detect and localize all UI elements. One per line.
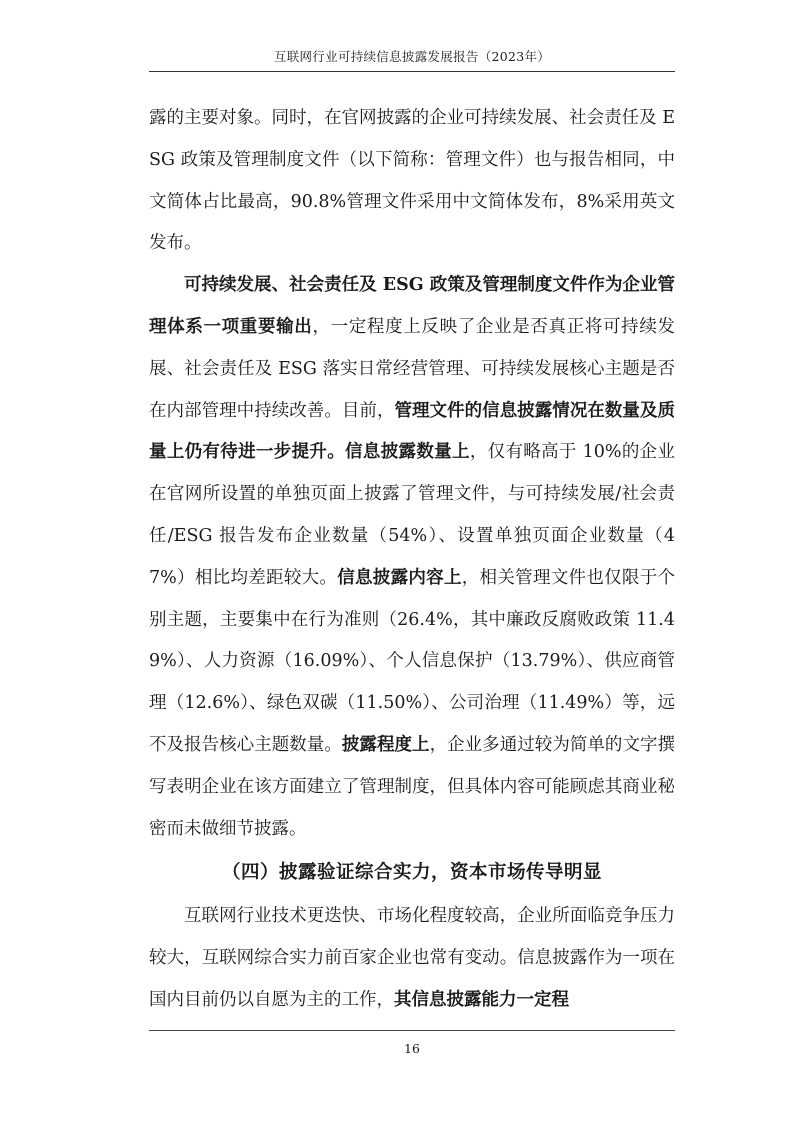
text-run: 露的主要对象。同时，在官网披露的企业可持续发展、社会责任及 ESG 政策及管理制度文件（以下简称：管理文件）也与报告相同，中文简体占比最高，90.8%管理文件采用中文简体发布，8%采用英文发布。 [149,108,675,254]
text-run: ，仅有略高于 10%的企业在官网所设置的单独页面上披露了管理文件，与可持续发展/社会责任/ESG 报告发布企业数量（54%）、设置单独页面企业数量（47%）相比均差距较大。 [149,442,675,588]
body-paragraph-3 [149,896,675,1021]
section-heading: （四）披露验证综合实力，资本市场传导明显 [221,862,602,884]
footer-rule [149,1030,675,1031]
text-run: 互联网行业技术更迭快、市场化程度较高，企业所面临竞争压力较大，互联网综合实力前百家企业也常有变动。信息披露作为一项在国内目前仍以自愿为主的工作， [149,906,675,1010]
bold-text-run: 管理文件的信息披露情况在数量及质量上仍有待进一步提升。信息披露数量上 [149,400,676,463]
body-paragraph-1 [149,98,675,265]
text-run: ，相关管理文件也仅限于个别主题，主要集中在行为准则（26.4%，其中廉政反腐败政策 11.49%）、人力资源（16.09%）、个人信息保护（13.79%）、供应商管理（12.6%）、绿色双碳（11.50%）、公司治理（11.49%）等，远不及报告核心主题数量。 [149,567,675,755]
running-header: 互联网行业可持续信息披露发展报告（2023年） [273,49,551,64]
bold-text-run: 其信息披露能力一定程 [394,989,569,1010]
body-paragraph-2 [149,265,675,850]
bold-text-run: 披露程度上 [341,734,430,755]
text-run: ，一定程度上反映了企业是否真正将可持续发展、社会责任及 ESG 落实日常经营管理、可持续发展核心主题是否在内部管理中持续改善。目前， [149,316,676,421]
page-body [149,98,675,1022]
text-run: ，企业多通过较为简单的文字撰写表明企业在该方面建立了管理制度，但具体内容可能顾虑其商业秘密而未做细节披露。 [149,734,676,839]
bold-text-run: 信息披露内容上 [337,567,462,588]
header-rule [149,71,675,72]
page-number: 16 [404,1041,420,1056]
bold-text-run: 可持续发展、社会责任及 ESG 政策及管理制度文件作为企业管理体系一项重要输出 [149,275,675,337]
